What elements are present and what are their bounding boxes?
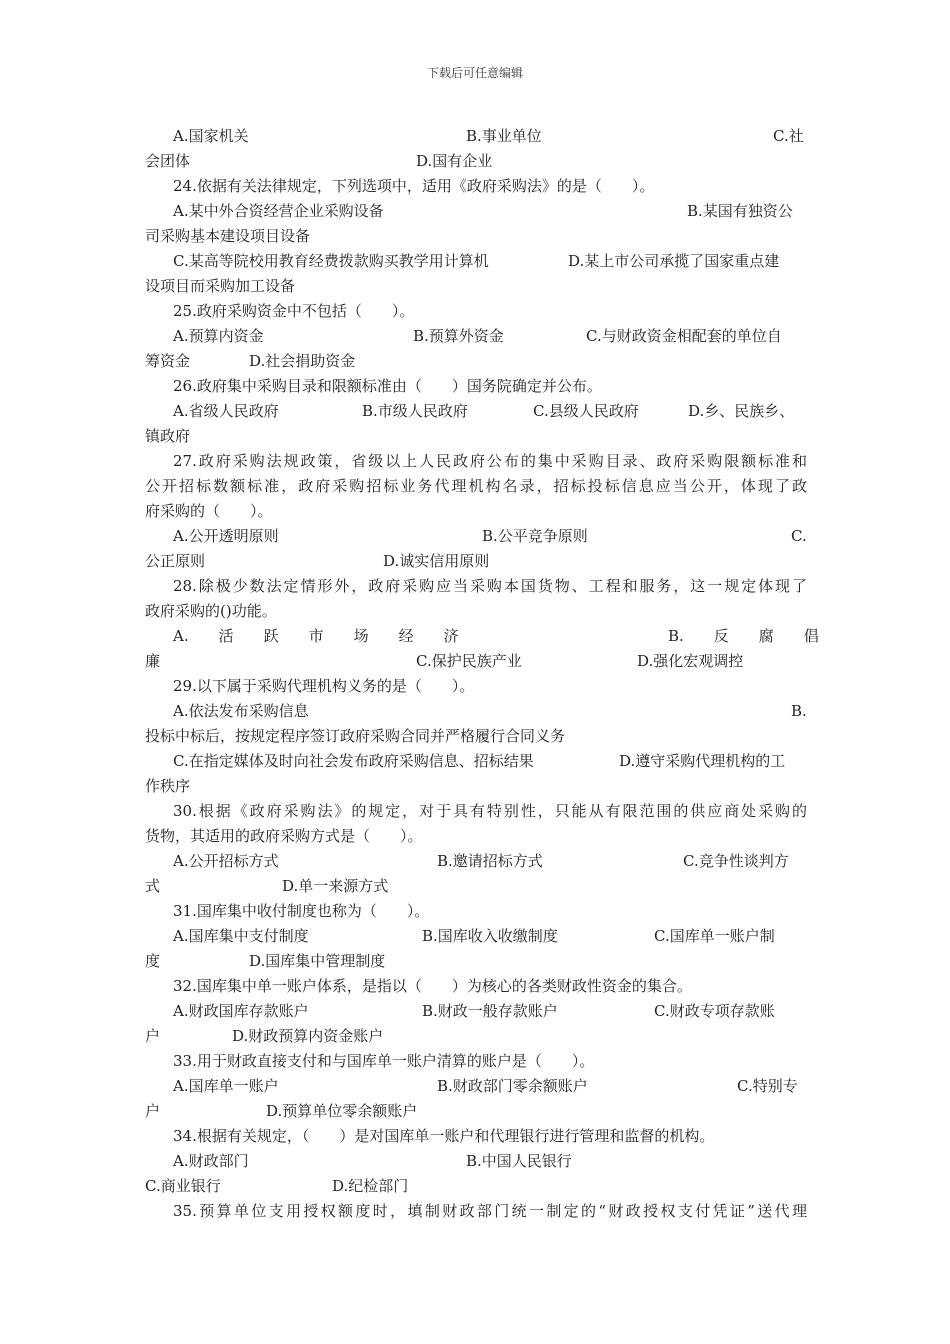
text-segment: B.市级人民政府 [362,402,468,420]
text-line [145,849,807,874]
text-segment: C.国库单一账户制 [654,927,775,945]
text-segment: A.公开透明原则 [173,527,279,545]
text-line [145,874,807,899]
text-segment: 投标中标后，按规定程序签订政府采购合同并严格履行合同义务 [145,727,566,745]
text-line [145,699,807,724]
text-segment: C.商业银行 [145,1177,221,1195]
text-segment: B.中国人民银行 [466,1152,572,1170]
text-segment: 镇政府 [145,427,191,445]
text-segment: A.国库集中支付制度 [173,927,309,945]
text-segment: 府采购的（ ）。 [145,502,273,520]
text-segment: 廉 [145,652,161,670]
text-segment: A.某中外合资经营企业采购设备 [173,202,384,220]
text-segment: 式 [145,877,161,895]
text-segment: D.乡、民族乡、 [688,402,795,420]
text-segment: A.国库单一账户 [173,1077,279,1095]
text-line [145,274,807,299]
text-segment: 作秩序 [145,777,191,795]
text-line [145,549,807,574]
text-line [145,399,807,424]
text-segment: 司采购基本建设项目设备 [145,227,311,245]
text-line [145,1124,807,1149]
text-segment: B.事业单位 [466,127,542,145]
text-segment: A.财政国库存款账户 [173,1002,309,1020]
text-line [145,249,807,274]
text-segment: D.遵守采购代理机构的工 [619,752,786,770]
text-segment: C.财政专项存款账 [654,1002,775,1020]
text-segment: 户 [145,1102,161,1120]
text-line [145,499,807,524]
text-segment: D.诚实信用原则 [383,552,490,570]
text-line [145,674,807,699]
text-segment: A.公开招标方式 [173,852,279,870]
text-line [145,224,807,249]
text-segment: 25.政府采购资金中不包括（ ）。 [173,302,415,320]
text-line [145,374,807,399]
text-line [145,1174,807,1199]
text-segment: B.邀请招标方式 [437,852,543,870]
text-segment: 设项目而采购加工设备 [145,277,296,295]
text-line [145,999,807,1024]
text-line [145,124,807,149]
text-segment: C.社 [773,127,804,145]
text-line [145,649,807,674]
text-segment: D.国库集中管理制度 [249,952,386,970]
page-header: 下载后可任意编辑 [426,66,523,80]
text-segment: C.某高等院校用教育经费拨款购买教学用计算机 [173,252,489,270]
text-segment: B.财政一般存款账户 [422,1002,558,1020]
text-segment: C.竞争性谈判方 [683,852,789,870]
text-segment: A.财政部门 [173,1152,249,1170]
text-segment: A.预算内资金 [173,327,264,345]
text-line [145,624,819,649]
text-segment: A. 活 跃 市 场 经 济 [173,627,459,645]
text-line [145,524,807,549]
document-body [145,124,819,1224]
text-line [145,724,807,749]
text-segment: D.单一来源方式 [282,877,389,895]
text-segment: A.省级人民政府 [173,402,279,420]
text-segment: 度 [145,952,161,970]
text-line [145,199,807,224]
text-segment: D.国有企业 [416,152,493,170]
text-segment: C.保护民族产业 [416,652,522,670]
text-line: 公开招标数额标准，政府采购招标业务代理机构名录，招标投标信息应当公开，体现了政 [145,477,807,495]
text-segment: C.与财政资金相配套的单位自 [586,327,782,345]
text-segment: 公正原则 [145,552,206,570]
text-line [145,1074,807,1099]
text-line: 27.政府采购法规政策，省级以上人民政府公布的集中采购目录、政府采购限额标准和 [173,452,807,470]
text-segment: 31.国库集中收付制度也称为（ ）。 [173,902,430,920]
text-line [145,1149,807,1174]
text-line: 35.预算单位支用授权额度时，填制财政部门统一制定的“财政授权支付凭证”送代理 [173,1202,807,1220]
text-segment: 34.根据有关规定，（ ）是对国库单一账户和代理银行进行管理和监督的机构。 [173,1127,715,1145]
text-segment: D.某上市公司承揽了国家重点建 [568,252,780,270]
text-segment: B.预算外资金 [413,327,504,345]
text-line [145,1024,807,1049]
text-line [145,774,807,799]
text-segment: C.县级人民政府 [533,402,639,420]
text-segment: 32.国库集中单一账户体系，是指以（ ）为核心的各类财政性资金的集合。 [173,977,692,995]
text-segment: 筹资金 [145,352,191,370]
text-line [145,1099,807,1124]
text-line [145,599,807,624]
text-line [145,1049,807,1074]
text-segment: C.特别专 [737,1077,798,1095]
text-segment: B.国库收入收缴制度 [422,927,558,945]
text-line [145,149,807,174]
text-segment: B.公平竞争原则 [482,527,588,545]
text-segment: 26.政府集中采购目录和限额标准由（ ）国务院确定并公布。 [173,377,602,395]
text-segment: B.财政部门零余额账户 [437,1077,588,1095]
text-segment: 货物，其适用的政府采购方式是（ ）。 [145,827,423,845]
text-segment: 24.依据有关法律规定，下列选项中，适用《政府采购法》的是（ ）。 [173,177,655,195]
text-line [145,324,807,349]
text-segment: B. [791,702,807,720]
text-segment: 33.用于财政直接支付和与国库单一账户清算的账户是（ ）。 [173,1052,595,1070]
text-line [145,924,807,949]
text-line [145,749,807,774]
text-segment: C. [791,527,807,545]
text-segment: 会团体 [145,152,191,170]
text-segment: 29.以下属于采购代理机构义务的是（ ）。 [173,677,475,695]
text-segment: D.强化宏观调控 [637,652,744,670]
text-line [145,949,807,974]
text-segment: 政府采购的()功能。 [145,602,277,620]
text-segment: D.纪检部门 [332,1177,409,1195]
text-segment: B.某国有独资公 [687,202,793,220]
text-line [145,299,807,324]
text-segment: B. 反 腐 倡 [668,627,819,645]
text-line [145,424,807,449]
text-segment: 户 [145,1027,161,1045]
text-line [145,349,807,374]
text-segment: A.依法发布采购信息 [173,702,309,720]
text-line [145,174,807,199]
text-segment: D.社会捐助资金 [249,352,356,370]
text-segment: D.财政预算内资金账户 [232,1027,384,1045]
text-line [145,974,807,999]
text-segment: A.国家机关 [173,127,249,145]
text-line: 30.根据《政府采购法》的规定，对于具有特别性，只能从有限范围的供应商处采购的 [173,802,807,820]
text-line [145,824,807,849]
text-segment: D.预算单位零余额账户 [266,1102,418,1120]
text-line [145,899,807,924]
text-line: 28.除极少数法定情形外，政府采购应当采购本国货物、工程和服务，这一规定体现了 [173,577,807,595]
text-segment: C.在指定媒体及时向社会发布政府采购信息、招标结果 [173,752,534,770]
